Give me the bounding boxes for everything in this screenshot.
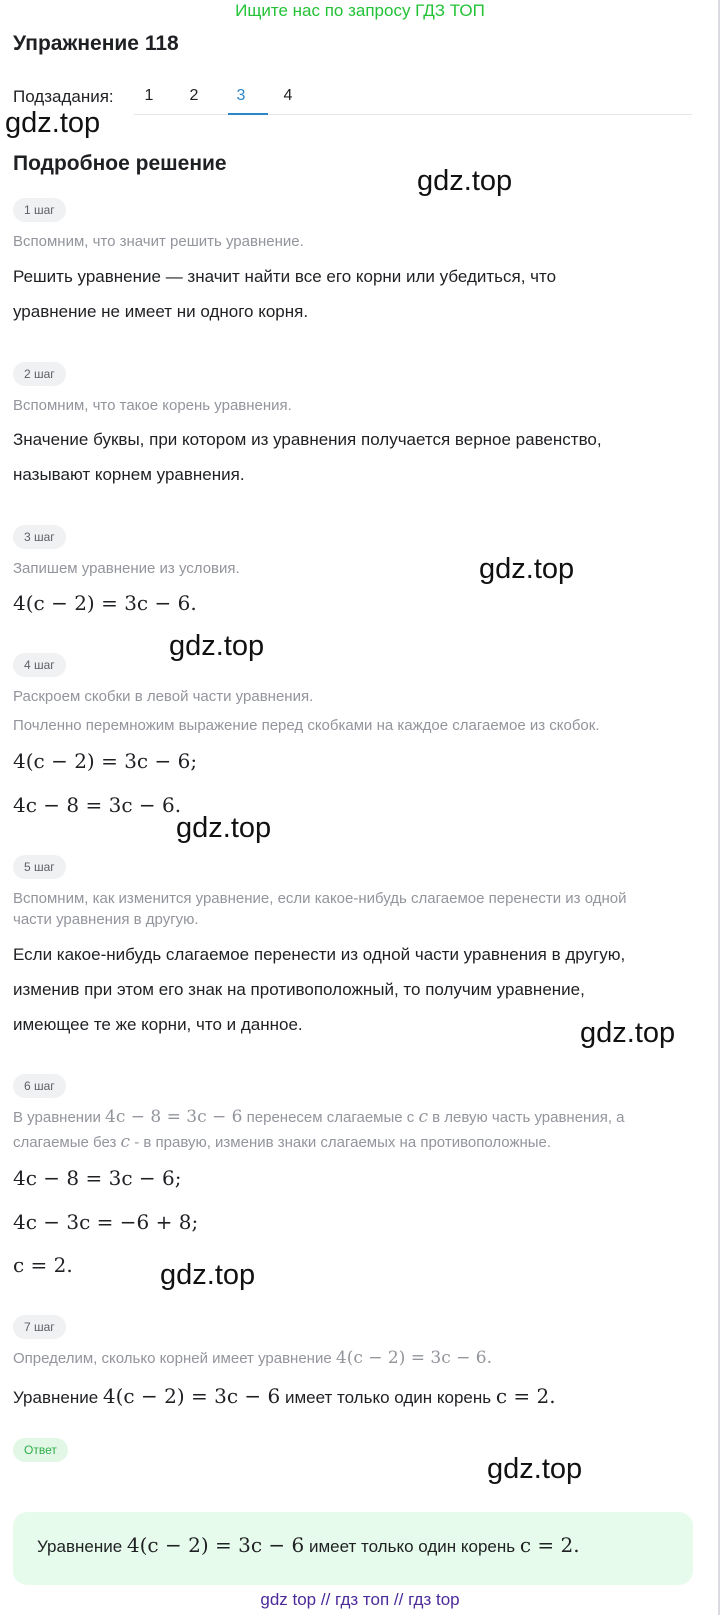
equation: 4c − 3c = −6 + 8; [13,1210,199,1234]
hint-text: слагаемые без [13,1134,117,1151]
text: Уравнение [37,1537,123,1556]
step-badge: 3 шаг [13,525,66,549]
tab-subtask-3[interactable]: 3 [236,87,246,104]
step-hint [13,1107,625,1127]
step-hint: части уравнения в другую. [13,911,199,928]
footer-links [0,1590,720,1610]
inline-variable: c [418,1107,428,1127]
step-badge: 7 шаг [13,1315,66,1339]
watermark: gdz.top [487,1453,583,1485]
watermark: gdz.top [160,1259,256,1291]
answer-text [37,1533,580,1557]
footer-separator: // [393,1590,404,1609]
step-hint: Вспомним, что такое корень уравнения. [13,397,292,414]
step-hint: Вспомним, как изменится уравнение, если какое-нибудь слагаемое перенести из одной [13,890,627,907]
equation: 4(c − 2) = 3c − 6. [13,591,197,615]
subtasks-label: Подзадания: [13,87,114,106]
step-hint: Почленно перемножим выражение перед скобками на каждое слагаемое из скобок. [13,717,600,734]
watermark: gdz.top [580,1017,676,1049]
step-badge: 6 шаг [13,1074,66,1098]
watermark: gdz.top [417,165,513,197]
step-text: изменив при этом его знак на противоположный, то получим уравнение, [13,980,585,999]
hint-text: перенесем слагаемые с [246,1109,415,1126]
inline-equation: 4c − 8 = 3c − 6 [105,1107,243,1127]
inline-root: c = 2. [519,1533,580,1557]
answer-badge: Ответ [13,1438,68,1462]
hint-text: в левую часть уравнения, а [432,1109,625,1126]
inline-equation: 4(c − 2) = 3c − 6 [102,1384,281,1408]
watermark: gdz.top [176,812,272,844]
footer-link-gdz-top-ru[interactable]: гдз топ [335,1590,390,1609]
hint-text: В уравнении [13,1109,101,1126]
step-text: уравнение не имеет ни одного корня. [13,302,309,321]
inline-root: c = 2. [495,1384,556,1408]
step-badge: 2 шаг [13,362,66,386]
step-badge: 1 шаг [13,198,66,222]
text: имеет только один корень [308,1537,516,1556]
watermark: gdz.top [479,553,575,585]
equation: 4c − 8 = 3c − 6. [13,793,182,817]
step-text: Значение буквы, при котором из уравнения получается верное равенство, [13,430,602,449]
hint-text: Определим, сколько корней имеет уравнение [13,1350,332,1367]
step-hint [13,1132,551,1152]
step-hint: Запишем уравнение из условия. [13,560,240,577]
promo-banner[interactable]: Ищите нас по запросу ГДЗ ТОП [235,1,485,20]
footer-link-gdz-top[interactable]: gdz top [260,1590,317,1609]
step-hint: Раскроем скобки в левой части уравнения. [13,688,314,705]
hint-text: - в правую, изменив знаки слагаемых на противоположные. [134,1134,552,1151]
equation: 4c − 8 = 3c − 6; [13,1166,182,1190]
step-text [13,1384,556,1408]
watermark: gdz.top [169,630,265,662]
equation: 4(c − 2) = 3c − 6; [13,749,198,773]
tab-subtask-1[interactable]: 1 [144,87,154,104]
equation: c = 2. [13,1253,73,1277]
text: Уравнение [13,1388,99,1407]
step-text: Если какое-нибудь слагаемое перенести из одной части уравнения в другую, [13,945,626,964]
tab-subtask-4[interactable]: 4 [283,87,293,104]
step-badge: 4 шаг [13,653,66,677]
inline-variable: c [120,1132,131,1152]
text: имеет только один корень [284,1388,492,1407]
step-hint [13,1348,492,1368]
step-text: называют корнем уравнения. [13,465,245,484]
step-badge: 5 шаг [13,855,66,879]
tab-subtask-2[interactable]: 2 [189,87,199,104]
inline-equation: 4(c − 2) = 3c − 6 [126,1533,305,1557]
active-tab-indicator [228,113,268,115]
step-text: имеющее те же корни, что и данное. [13,1015,303,1034]
page-title: Упражнение 118 [13,32,179,55]
tabs-divider [134,114,692,115]
step-hint: Вспомним, что значит решить уравнение. [13,233,304,250]
footer-separator: // [320,1590,331,1609]
step-text: Решить уравнение — значит найти все его корни или убедиться, что [13,267,557,286]
watermark: gdz.top [5,107,101,139]
footer-link-gdz-top-mixed[interactable]: гдз top [408,1590,460,1609]
section-title: Подробное решение [13,152,227,175]
inline-equation: 4(c − 2) = 3c − 6. [335,1348,493,1368]
